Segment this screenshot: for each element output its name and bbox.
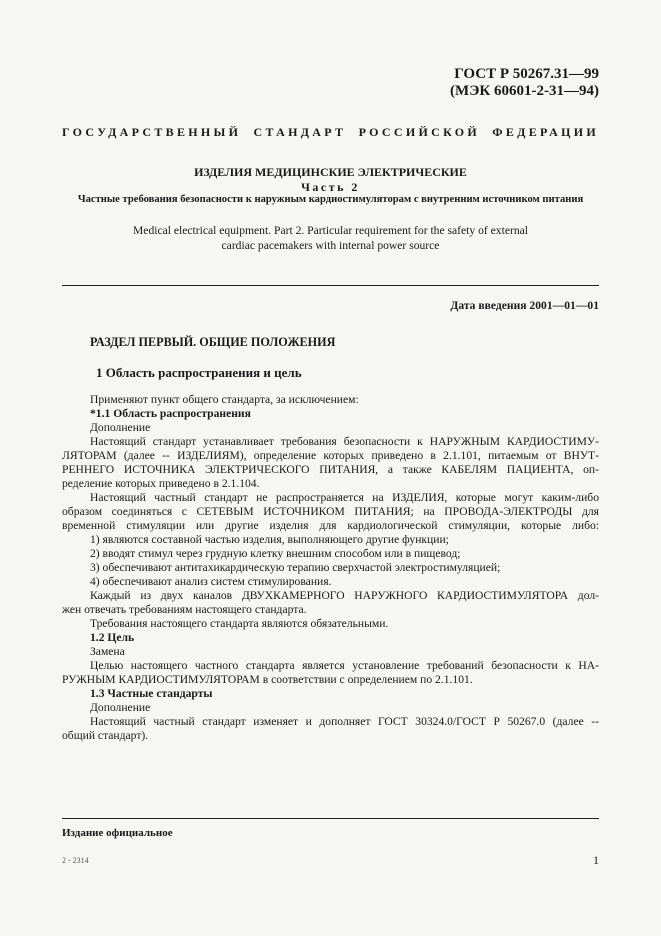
body-line: РЕННЕГО ИСТОЧНИКА ЭЛЕКТРИЧЕСКОГО ПИТАНИЯ, а также КАБЕЛЯМ ПАЦИЕНТА, оп-: [62, 463, 599, 476]
document-subtitle: Частные требования безопасности к наружным кардиостимуляторам с внутренним источником питания: [77, 194, 584, 205]
body-line: Дополнение: [90, 421, 151, 434]
iec-reference: (МЭК 60601-2-31—94): [450, 83, 599, 99]
page-number: 1: [593, 853, 599, 867]
body-line: Настоящий стандарт устанавливает требования безопасности к НАРУЖНЫМ КАРДИОСТИМУ-: [90, 435, 599, 448]
body-line: Требования настоящего стандарта являются обязательными.: [90, 617, 389, 630]
print-code: 2 - 2314: [62, 856, 89, 865]
list-item: 2) вводят стимул через грудную клетку внешним способом или в пищевод;: [90, 547, 461, 560]
english-title-line-2: cardiac pacemakers with internal power source: [221, 239, 440, 252]
document-title: ИЗДЕЛИЯ МЕДИЦИНСКИЕ ЭЛЕКТРИЧЕСКИЕ: [194, 165, 467, 179]
body-line: Каждый из двух каналов ДВУХКАМЕРНОГО НАРУЖНОГО КАРДИОСТИМУЛЯТОРА дол-: [90, 589, 599, 602]
body-line: РУЖНЫМ КАРДИОСТИМУЛЯТОРАМ в соответствии с определением по 2.1.101.: [62, 673, 473, 686]
banner-word: СТАНДАРТ: [253, 125, 347, 139]
official-edition-label: Издание официальное: [62, 827, 173, 839]
subclause-heading: *1.1 Область распространения: [90, 407, 251, 420]
body-line: временной стимуляции или другие изделия для кардиологической стимуляции, которые либо:: [62, 519, 599, 532]
body-line: Применяют пункт общего стандарта, за исключением:: [90, 393, 359, 406]
footer-rule: [62, 818, 599, 819]
list-item: 1) являются составной частью изделия, выполняющего другие функции;: [90, 533, 449, 546]
body-line: ределение которых приведено в 2.1.104.: [62, 477, 260, 490]
body-line: Дополнение: [90, 701, 151, 714]
section-heading: РАЗДЕЛ ПЕРВЫЙ. ОБЩИЕ ПОЛОЖЕНИЯ: [90, 335, 336, 349]
list-item: 4) обеспечивают анализ систем стимулирования.: [90, 575, 332, 588]
banner-word: РОССИЙСКОЙ: [358, 125, 481, 139]
subclause-heading: 1.2 Цель: [90, 631, 135, 644]
body-line: Замена: [90, 645, 125, 658]
body-line: Целью настоящего частного стандарта является установление требований безопасности к НА-: [90, 659, 599, 672]
body-line: образом соединяться с СЕТЕВЫМ ИСТОЧНИКОМ ПИТАНИЯ; на ПРОВОДА-ЭЛЕКТРОДЫ для: [62, 505, 599, 518]
banner-word: ФЕДЕРАЦИИ: [492, 125, 599, 139]
body-line: Настоящий частный стандарт изменяет и дополняет ГОСТ 30324.0/ГОСТ Р 50267.0 (далее --: [90, 715, 599, 728]
subclause-heading: 1.3 Частные стандарты: [90, 687, 213, 700]
standard-number: ГОСТ Р 50267.31—99: [454, 66, 599, 82]
body-line: ЛЯТОРАМ (далее -- ИЗДЕЛИЯМ), определение которых приведено в 2.1.101, питаемым от ВНУТ-: [62, 449, 599, 462]
clause-heading: 1 Область распространения и цель: [96, 365, 302, 380]
english-title-line-1: Medical electrical equipment. Part 2. Particular requirement for the safety of external: [133, 224, 528, 237]
state-standard-banner: [62, 125, 599, 140]
body-line: Настоящий частный стандарт не распространяется на ИЗДЕЛИЯ, которые могут каким-либо: [90, 491, 599, 504]
divider-rule: [62, 285, 599, 286]
introduction-date: Дата введения 2001—01—01: [450, 299, 599, 312]
body-line: жен отвечать требованиям настоящего стандарта.: [62, 603, 307, 616]
part-label: Часть 2: [301, 180, 360, 194]
banner-word: ГОСУДАРСТВЕННЫЙ: [62, 125, 242, 139]
body-line: общий стандарт).: [62, 729, 149, 742]
list-item: 3) обеспечивают антитахикардическую терапию сверхчастой электростимуляцией;: [90, 561, 501, 574]
